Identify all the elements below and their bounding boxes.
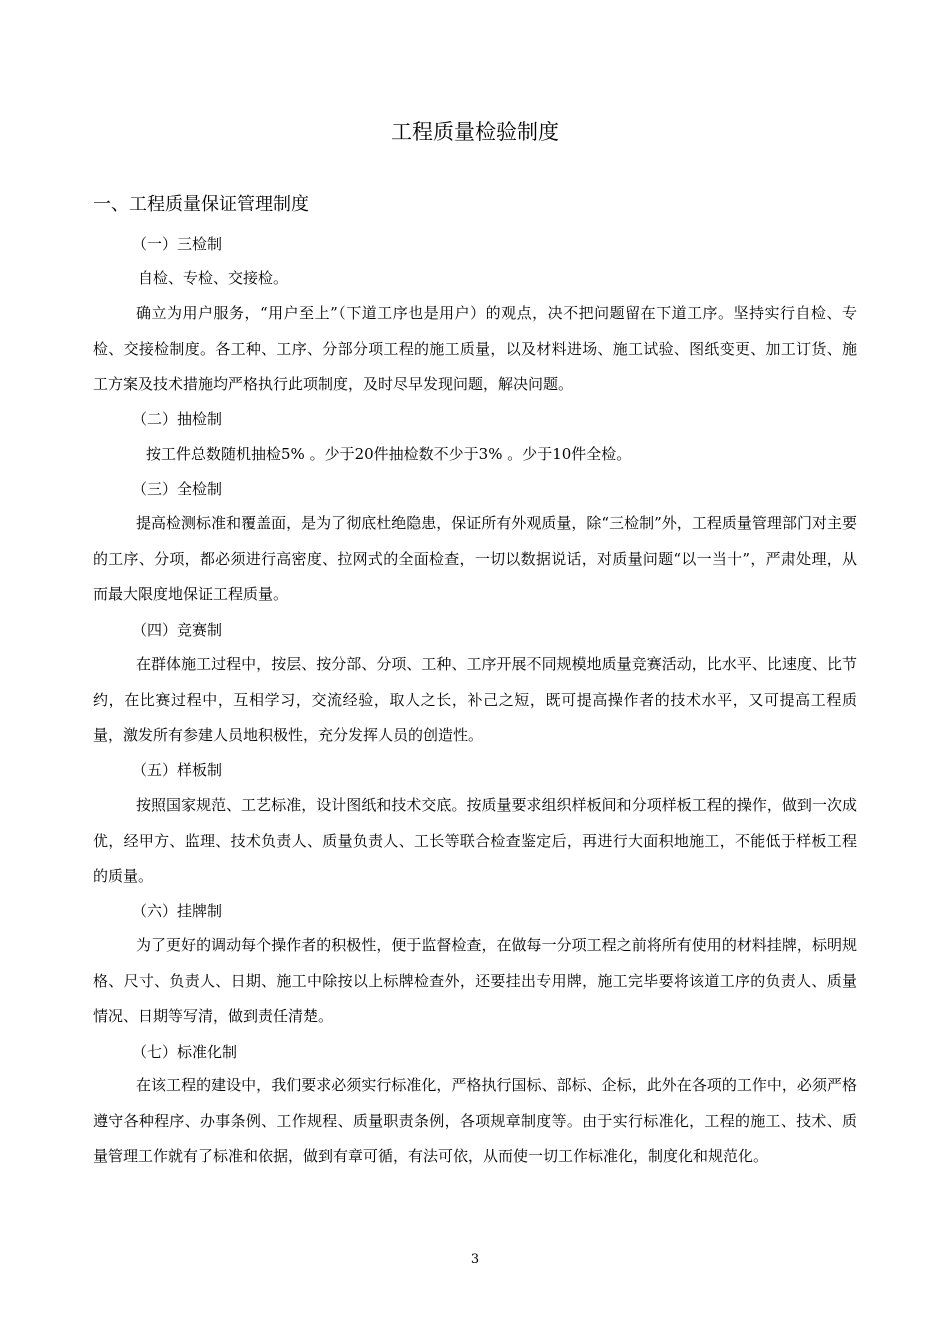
subsection-heading-2: （二）抽检制 [132,410,223,428]
subsection-heading-1: （一）三检制 [132,235,223,253]
subsection-heading-3: （三）全检制 [132,480,223,498]
subsection-heading-7: （七）标准化制 [132,1043,238,1061]
paragraph-3: 提高检测标准和覆盖面，是为了彻底杜绝隐患，保证所有外观质量，除“三检制”外，工程质量管理部门对主要的工序、分项，都必须进行高密度、拉网式的全面检查，一切以数据说话，对质量问题“以一当十”，严肃处理，从而最大限度地保证工程质量。 [93,514,857,603]
subsection-heading-4: （四）竞赛制 [132,621,223,639]
paragraph-6: 为了更好的调动每个操作者的积极性，便于监督检查，在做每一分项工程之前将所有使用的材料挂牌，标明规格、尺寸、负责人、日期、施工中除按以上标牌检查外，还要挂出专用牌，施工完毕要将该道工序的负责人、质量情况、日期等写清，做到责任清楚。 [93,936,857,1025]
document-title: 工程质量检验制度 [391,120,559,144]
paragraph-1-lead: 自检、专检、交接检。 [138,269,289,287]
page-number: 3 [470,1252,480,1267]
section-heading: 一、工程质量保证管理制度 [93,194,309,215]
paragraph-5: 按照国家规范、工艺标准，设计图纸和技术交底。按质量要求组织样板间和分项样板工程的操作，做到一次成优，经甲方、监理、技术负责人、质量负责人、工长等联合检查鉴定后，再进行大面积地施工，不能低于样板工程的质量。 [93,796,857,885]
paragraph-7: 在该工程的建设中，我们要求必须实行标准化，严格执行国标、部标、企标，此外在各项的工作中，必须严格遵守各种程序、办事条例、工作规程、质量职责条例，各项规章制度等。由于实行标准化，工程的施工、技术、质量管理工作就有了标准和依据，做到有章可循，有法可依，从而使一切工作标准化，制度化和规范化。 [93,1076,857,1165]
paragraph-1: 确立为用户服务，“用户至上”（下道工序也是用户）的观点，决不把问题留在下道工序。坚持实行自检、专检、交接检制度。各工种、工序、分部分项工程的施工质量，以及材料进场、施工试验、图纸变更、加工订货、施工方案及技术措施均严格执行此项制度，及时尽早发现问题，解决问题。 [93,304,857,393]
subsection-heading-6: （六）挂牌制 [132,902,223,920]
paragraph-4: 在群体施工过程中，按层、按分部、分项、工种、工序开展不同规模地质量竞赛活动，比水平、比速度、比节约，在比赛过程中，互相学习，交流经验，取人之长，补己之短，既可提高操作者的技术水平，又可提高工程质量，激发所有参建人员地积极性，充分发挥人员的创造性。 [93,655,857,744]
paragraph-2: 按工件总数随机抽检5% 。少于20件抽检数不少于3% 。少于10件全检。 [146,445,632,463]
subsection-heading-5: （五）样板制 [132,761,223,779]
